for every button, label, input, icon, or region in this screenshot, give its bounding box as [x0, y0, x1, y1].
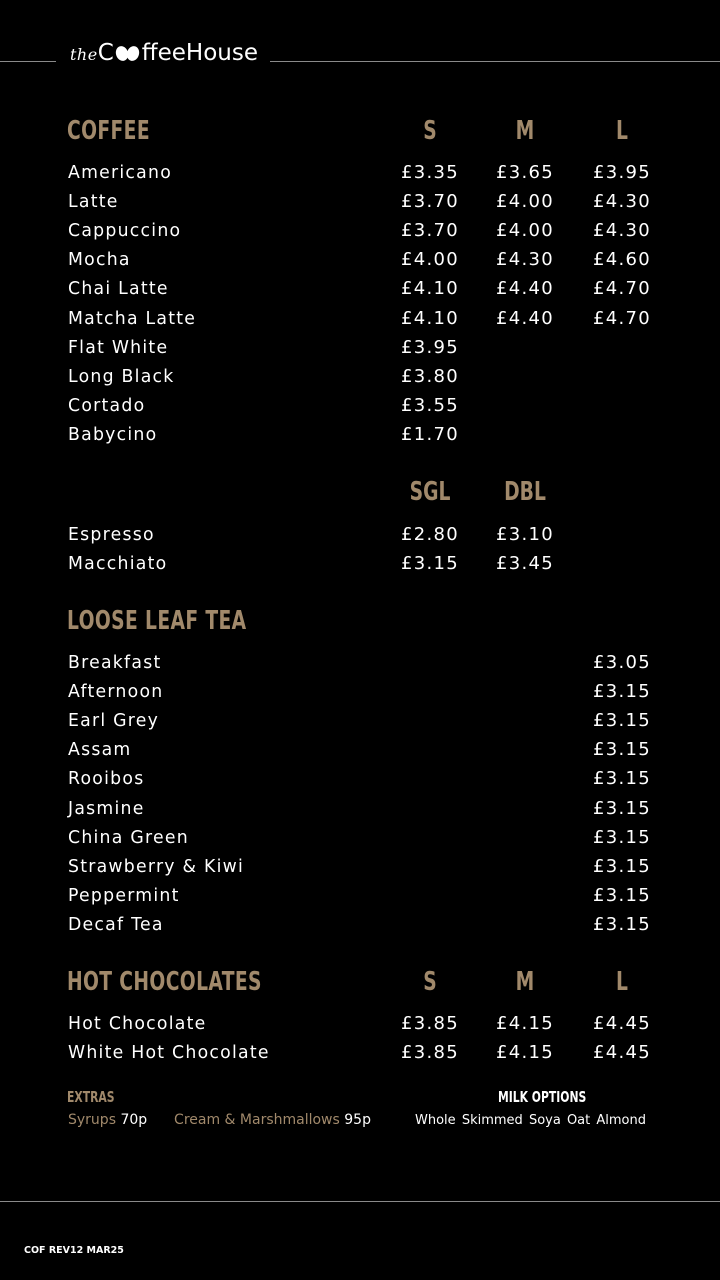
shot-size-dbl: DBL: [504, 477, 546, 507]
coffee-size-m: M: [515, 116, 535, 146]
item-name: Jasmine: [68, 797, 145, 819]
item-price: £3.15: [592, 681, 652, 703]
item-name: Latte: [68, 191, 119, 213]
item-price: £4.00: [495, 220, 555, 242]
item-price: £3.15: [592, 739, 652, 761]
milk-options-heading: MILK OPTIONS: [498, 1088, 587, 1106]
item-price: £3.80: [400, 365, 460, 387]
milk-option: Skimmed: [461, 1113, 523, 1128]
item-price: £3.95: [592, 162, 652, 183]
revision-code: COF REV12 MAR25: [24, 1245, 124, 1256]
item-price: £3.15: [592, 913, 652, 935]
item-name: Matcha Latte: [68, 307, 197, 329]
item-price: £3.65: [495, 162, 555, 183]
extra-name: Syrups: [68, 1112, 116, 1128]
header-rule-right: [270, 61, 720, 62]
item-price: £3.45: [495, 553, 555, 575]
item-price: £3.85: [400, 1013, 460, 1034]
item-name: Macchiato: [68, 553, 168, 575]
item-price: £4.60: [592, 249, 652, 271]
item-price: £4.30: [592, 220, 652, 242]
item-price: £3.15: [592, 855, 652, 877]
milk-option: Almond: [596, 1113, 647, 1128]
item-name: Decaf Tea: [68, 913, 164, 935]
item-name: Earl Grey: [68, 710, 160, 732]
item-name: Afternoon: [68, 681, 164, 703]
item-price: £3.10: [495, 524, 555, 545]
item-price: £1.70: [400, 423, 460, 445]
milk-option: Oat: [566, 1113, 591, 1128]
item-price: £4.70: [592, 307, 652, 329]
item-name: Hot Chocolate: [68, 1013, 207, 1034]
item-price: £3.85: [400, 1042, 460, 1064]
item-name: Mocha: [68, 249, 131, 271]
item-price: £4.70: [592, 278, 652, 300]
item-name: Flat White: [68, 336, 169, 358]
item-name: Americano: [68, 162, 173, 183]
header-rule-left: [0, 61, 56, 62]
brand-the: the: [70, 45, 98, 64]
item-price: £4.30: [592, 191, 652, 213]
item-price: £4.30: [495, 249, 555, 271]
item-price: £3.15: [592, 826, 652, 848]
brand-c: C: [97, 40, 114, 66]
item-price: £4.10: [400, 307, 460, 329]
tea-heading: LOOSE LEAF TEA: [67, 606, 247, 636]
item-price: £3.15: [400, 553, 460, 575]
item-price: £4.40: [495, 278, 555, 300]
item-price: £4.45: [592, 1013, 652, 1034]
hot-chocolate-size-l: L: [616, 967, 628, 997]
item-price: £4.15: [495, 1042, 555, 1064]
item-name: Chai Latte: [68, 278, 169, 300]
item-price: £3.15: [592, 710, 652, 732]
milk-option: Soya: [528, 1113, 561, 1128]
item-name: Peppermint: [68, 884, 180, 906]
item-name: Strawberry & Kiwi: [68, 855, 245, 877]
item-price: £4.40: [495, 307, 555, 329]
brand-logo: [70, 40, 258, 70]
item-price: £3.35: [400, 162, 460, 183]
brand-rest: ffeeHouse: [141, 40, 258, 66]
item-price: £4.00: [400, 249, 460, 271]
item-name: Cappuccino: [68, 220, 182, 242]
item-price: £4.00: [495, 191, 555, 213]
coffee-size-s: S: [423, 116, 437, 146]
item-price: £3.55: [400, 394, 460, 416]
extra-price: 70p: [120, 1112, 148, 1128]
extra-price: 95p: [344, 1112, 371, 1128]
item-name: Babycino: [68, 423, 158, 445]
item-price: £3.95: [400, 336, 460, 358]
item-price: £3.70: [400, 191, 460, 213]
shot-size-sgl: SGL: [409, 477, 451, 507]
extras-heading: EXTRAS: [67, 1088, 115, 1106]
item-price: £4.45: [592, 1042, 652, 1064]
item-name: Espresso: [68, 524, 155, 545]
item-name: Cortado: [68, 394, 146, 416]
milk-options-list: [415, 1113, 646, 1128]
item-price: £3.15: [592, 797, 652, 819]
item-name: Long Black: [68, 365, 175, 387]
item-price: £2.80: [400, 524, 460, 545]
coffee-size-l: L: [616, 116, 628, 146]
extra-name: Cream & Marshmallows: [174, 1112, 340, 1128]
item-name: China Green: [68, 826, 189, 848]
item-price: £3.05: [592, 652, 652, 673]
extras-list: [68, 1112, 371, 1128]
item-price: £4.15: [495, 1013, 555, 1034]
coffee-heading: COFFEE: [67, 116, 150, 146]
hot-chocolate-size-m: M: [515, 967, 535, 997]
item-price: £4.10: [400, 278, 460, 300]
coffee-bean-icon: [115, 46, 141, 62]
item-name: White Hot Chocolate: [68, 1042, 270, 1064]
item-name: Breakfast: [68, 652, 162, 673]
item-price: £3.70: [400, 220, 460, 242]
item-price: £3.15: [592, 768, 652, 790]
hot-chocolate-size-s: S: [423, 967, 437, 997]
milk-option: Whole: [415, 1113, 456, 1128]
hot-chocolates-heading: HOT CHOCOLATES: [67, 967, 262, 997]
item-name: Rooibos: [68, 768, 145, 790]
item-price: £3.15: [592, 884, 652, 906]
footer-rule: [0, 1201, 720, 1202]
item-name: Assam: [68, 739, 132, 761]
